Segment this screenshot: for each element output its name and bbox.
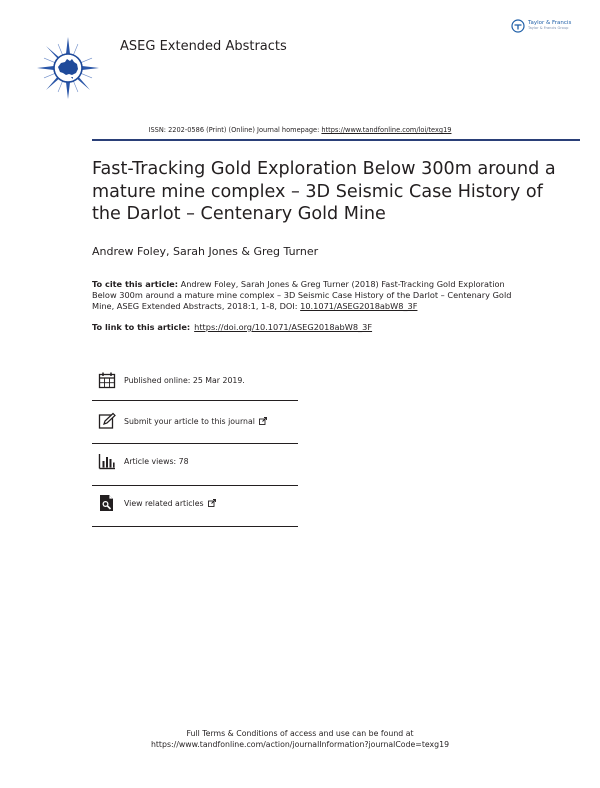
- info-divider: [92, 443, 298, 444]
- journal-logo-icon: [36, 36, 100, 100]
- article-link-line: [92, 322, 372, 332]
- citation-doi-link[interactable]: 10.1071/ASEG2018abW8_3F: [300, 301, 418, 311]
- journal-title: ASEG Extended Abstracts: [120, 39, 287, 54]
- link-label: To link to this article:: [92, 322, 191, 332]
- footer: [0, 728, 600, 750]
- article-authors: Andrew Foley, Sarah Jones & Greg Turner: [92, 245, 319, 258]
- related-articles-row[interactable]: [98, 492, 298, 514]
- footer-terms-text: Full Terms & Conditions of access and use can be found at: [186, 729, 414, 738]
- publisher-tagline: Taylor & Francis Group: [528, 26, 569, 31]
- info-divider: [92, 400, 298, 401]
- journal-homepage-link[interactable]: https://www.tandfonline.com/loi/texg19: [321, 126, 452, 134]
- related-articles-link[interactable]: View related articles: [124, 498, 204, 508]
- submit-article-link[interactable]: Submit your article to this journal: [124, 416, 255, 426]
- issn-text: ISSN: 2202-0586 (Print) (Online) Journal homepage:: [148, 126, 322, 134]
- issn-line: [0, 126, 600, 134]
- submit-article-row[interactable]: [98, 410, 298, 432]
- citation-label: To cite this article:: [92, 279, 178, 289]
- article-views-row: [98, 450, 298, 472]
- bar-chart-icon: [98, 452, 116, 470]
- citation-block: [92, 279, 522, 312]
- publisher-logo[interactable]: [511, 16, 583, 36]
- calendar-icon: [98, 371, 116, 389]
- info-divider: [92, 526, 298, 527]
- article-doi-link[interactable]: https://doi.org/10.1071/ASEG2018abW8_3F: [194, 322, 373, 332]
- article-views-text: Article views: 78: [124, 456, 189, 466]
- publisher-name: Taylor & Francis: [528, 19, 572, 26]
- citation-text: Andrew Foley, Sarah Jones & Greg Turner (2018) Fast-Tracking Gold Exploration Below 300m around a mature mine complex – 3D Seismic Case History of the Darlot – Centenary Gold Mine, ASEG Extended Abstracts, 2018:1, 1-8, DOI:: [92, 279, 512, 311]
- related-documents-icon: [98, 494, 116, 512]
- publisher-logo-icon: [511, 19, 525, 33]
- external-link-icon: [208, 499, 216, 507]
- published-online-text: Published online: 25 Mar 2019.: [124, 375, 245, 385]
- published-online-row: [98, 369, 298, 391]
- external-link-icon: [259, 417, 267, 425]
- header-divider: [92, 139, 580, 141]
- article-title: Fast-Tracking Gold Exploration Below 300m around a mature mine complex – 3D Seismic Case History of the Darlot – Centenary Gold Mine: [92, 159, 556, 224]
- edit-icon: [98, 412, 116, 430]
- info-divider: [92, 485, 298, 486]
- footer-terms-link[interactable]: https://www.tandfonline.com/action/journalInformation?journalCode=texg19: [150, 740, 450, 749]
